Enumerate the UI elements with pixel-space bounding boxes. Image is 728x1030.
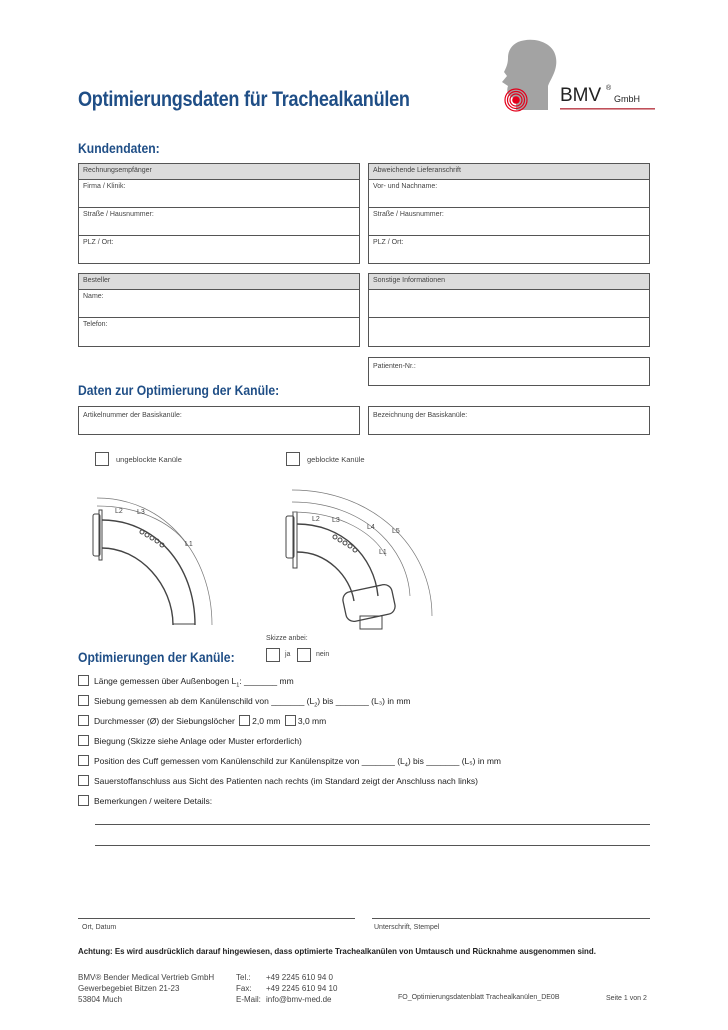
label-l4: L4 [367,524,375,531]
liefer-strasse-field[interactable]: Straße / Hausnummer: [369,208,649,236]
company-street: Gewerbegebiet Bitzen 21-23 [78,984,180,993]
artikelnummer-label: Artikelnummer der Basiskanüle: [83,412,182,419]
laenge-label: Länge gemessen über Außenbogen L [94,676,237,686]
sonstige-field-2[interactable] [369,318,649,346]
skizze-ja-checkbox[interactable] [266,648,280,662]
doc-id: FO_Optimierungsdatenblatt Trachealkanülen_DE0B [398,994,560,1001]
label-l2: L2 [115,508,123,515]
label-l5: L5 [392,528,400,535]
option-bemerkungen [78,796,212,807]
ungeblockte-kanuele-checkbox[interactable] [95,452,109,466]
liefer-plz-ort-field[interactable]: PLZ / Ort: [373,239,404,246]
bemerkungen-line-2[interactable] [95,845,650,846]
tel-value: +49 2245 610 94 0 [266,973,333,982]
option-biegung [78,736,302,747]
svg-text:®: ® [606,85,612,92]
sonstige-header: Sonstige Informationen [369,274,649,290]
section-heading-daten-optimierung: Daten zur Optimierung der Kanüle: [78,383,280,398]
notice-text: Achtung: Es wird ausdrücklich darauf hingewiesen, dass optimierte Trachealkanülen von Umtausch und Rücknahme ausgenommen sind. [78,946,596,956]
durchmesser-2mm-checkbox[interactable] [239,715,250,726]
skizze-ja-label: ja [285,651,291,658]
skizze-nein-checkbox[interactable] [297,648,311,662]
vor-nachname-field[interactable]: Vor- und Nachname: [369,180,649,208]
tel-label: Tel.: [236,973,251,982]
ungeblockte-kanuele-diagram [85,490,225,625]
label-l3-cuffed: L3 [332,517,340,524]
option-sauerstoff [78,776,478,787]
svg-text:BMV: BMV [560,85,602,106]
email-label: E-Mail: [236,995,261,1004]
sauerstoff-label: Sauerstoffanschluss aus Sicht des Patienten nach rechts (im Standard zeigt der Anschluss nach links) [94,776,478,786]
option-durchmesser [78,716,326,727]
ort-datum-label: Ort, Datum [82,924,117,931]
durchmesser-label: Durchmesser (Ø) der Siebungslöcher [94,716,235,726]
skizze-nein-label: nein [316,651,330,658]
bmv-logo [498,38,658,113]
sonstige-field-1[interactable] [369,290,649,318]
footer-contact-values [266,972,337,1005]
siebung-suffix: ) bis _______ (L₃) in mm [317,696,411,706]
ungeblockte-kanuele-label: ungeblockte Kanüle [116,455,182,464]
name-field[interactable]: Name: [79,290,359,318]
laenge-suffix: : _______ mm [239,676,294,686]
rechnungsempfaenger-header: Rechnungsempfänger [79,164,359,180]
label-l1-cuffed: L1 [379,549,387,556]
company-city: 53804 Much [78,995,123,1004]
siebung-label: Siebung gemessen ab dem Kanülenschild von _______ (L [94,696,315,706]
laenge-sub: 1 [236,682,240,689]
strasse-field[interactable]: Straße / Hausnummer: [79,208,359,236]
patienten-nr-label: Patienten-Nr.: [373,363,416,370]
telefon-field[interactable]: Telefon: [83,321,108,328]
svg-text:GmbH: GmbH [614,94,641,104]
section-heading-kundendaten: Kundendaten: [78,141,160,156]
section-heading-optimierungen: Optimierungen der Kanüle: [78,650,235,665]
lieferanschrift-header: Abweichende Lieferanschrift [369,164,649,180]
label-l3: L3 [137,509,145,516]
ort-datum-line[interactable] [78,918,355,919]
siebung-sub: 2 [314,702,318,709]
bemerkungen-label: Bemerkungen / weitere Details: [94,796,213,806]
patienten-nr-field[interactable] [368,357,650,386]
sonstige-informationen-box [368,273,650,347]
label-l2-cuffed: L2 [312,516,320,523]
fax-value: +49 2245 610 94 10 [266,984,338,993]
footer-contact-labels [236,972,261,1005]
durchmesser-checkbox[interactable] [78,715,89,726]
laenge-checkbox[interactable] [78,675,89,686]
biegung-checkbox[interactable] [78,735,89,746]
cuff-position-suffix: ) bis _______ (L₅) in mm [407,756,502,766]
fax-label: Fax: [236,984,252,993]
bemerkungen-line-1[interactable] [95,824,650,825]
plz-ort-field[interactable]: PLZ / Ort: [83,239,114,246]
email-link[interactable]: info@bmv-med.de [266,995,332,1004]
unterschrift-line[interactable] [372,918,650,919]
cuff-position-sub: 4 [404,762,408,769]
durchmesser-2mm-label: 2,0 mm [252,716,281,726]
siebung-checkbox[interactable] [78,695,89,706]
bezeichnung-label: Bezeichnung der Basiskanüle: [373,412,468,419]
cuff-position-checkbox[interactable] [78,755,89,766]
lieferanschrift-box [368,163,650,264]
page-title: Optimierungsdaten für Trachealkanülen [78,88,410,111]
label-l1: L1 [185,541,193,548]
sauerstoff-checkbox[interactable] [78,775,89,786]
skizze-anbei-label: Skizze anbei: [266,635,308,642]
firma-field[interactable]: Firma / Klinik: [79,180,359,208]
unterschrift-label: Unterschrift, Stempel [374,924,440,931]
option-laenge [78,676,294,689]
geblockte-kanuele-checkbox[interactable] [286,452,300,466]
geblockte-kanuele-diagram [282,476,442,631]
head-profile-icon [498,38,658,113]
geblockte-kanuele-label: geblockte Kanüle [307,455,365,464]
option-siebung [78,696,411,709]
durchmesser-3mm-checkbox[interactable] [285,715,296,726]
biegung-label: Biegung (Skizze siehe Anlage oder Muster erforderlich) [94,736,302,746]
company-name: BMV® Bender Medical Vertrieb GmbH [78,973,215,982]
artikelnummer-field[interactable] [78,406,360,435]
bemerkungen-checkbox[interactable] [78,795,89,806]
besteller-box [78,273,360,347]
footer-company [78,972,214,1005]
besteller-header: Besteller [79,274,359,290]
durchmesser-3mm-label: 3,0 mm [297,716,327,726]
cuff-position-label: Position des Cuff gemessen vom Kanülenschild zur Kanülenspitze von _______ (L [94,756,405,766]
bezeichnung-field[interactable] [368,406,650,435]
option-cuff-position [78,756,501,769]
page-number: Seite 1 von 2 [606,995,647,1002]
rechnungsempfaenger-box [78,163,360,264]
